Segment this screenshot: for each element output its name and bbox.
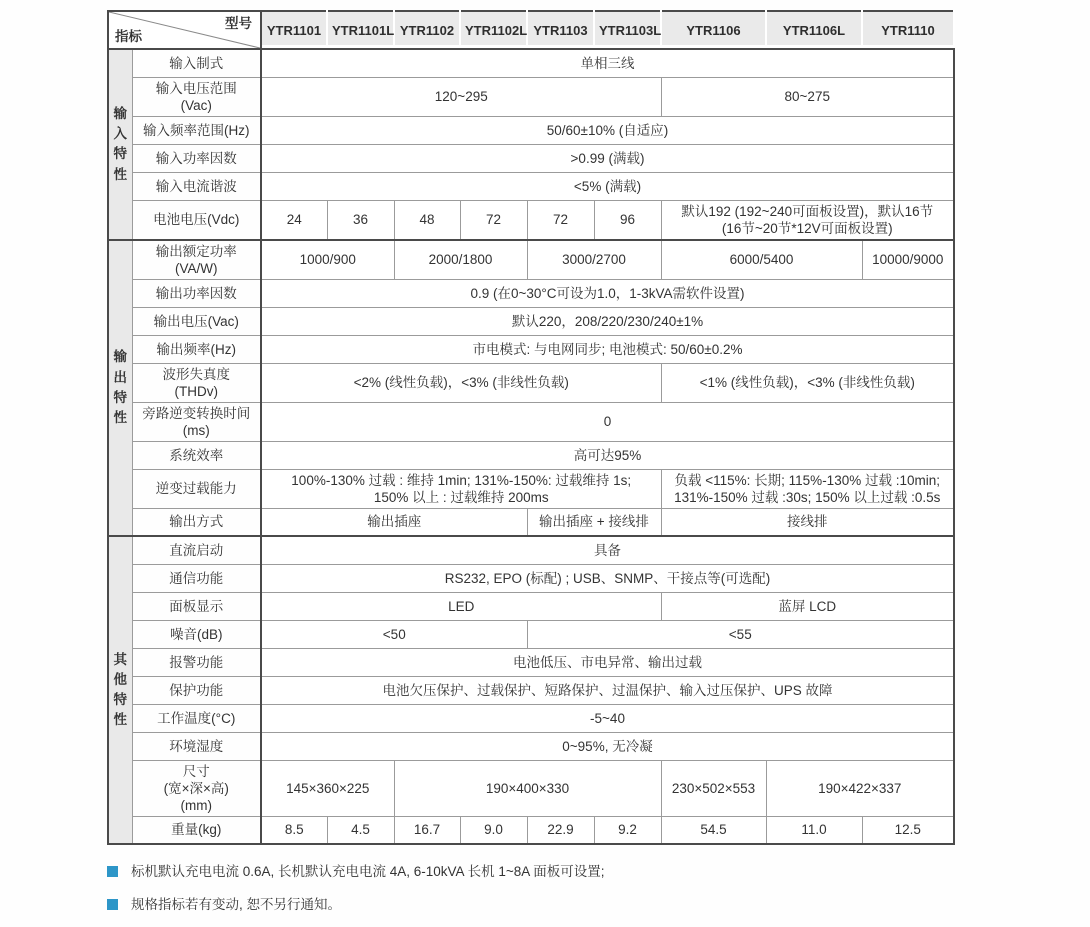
row-label-text: 噪音(dB): [169, 626, 223, 642]
cell-text: (16节~20节*12V可面板设置): [721, 220, 893, 236]
spec-cell: [394, 760, 661, 816]
cell-text: 16.7: [413, 822, 441, 838]
row-label-text: 工作温度(°C): [157, 710, 236, 726]
cell-text: 9.2: [618, 822, 637, 838]
spec-cell: [261, 732, 954, 760]
row-label-text: 输出频率(Hz): [156, 341, 236, 357]
model-header: YTR1110: [862, 11, 954, 49]
group-label-char: 其: [113, 651, 127, 667]
model-header: YTR1103: [527, 11, 594, 49]
row-label: [132, 592, 261, 620]
spec-cell: [261, 279, 954, 307]
row-label: [132, 172, 261, 200]
spec-cell: [261, 648, 954, 676]
row-label-text: (Vac): [180, 97, 212, 113]
cell-text: -5~40: [590, 710, 625, 726]
cell-text: 100%-130% 过载 : 维持 1min; 131%-150%: 过载维持 1s;: [291, 472, 632, 488]
group-label-char: 特: [113, 389, 127, 405]
spec-row: [108, 307, 954, 335]
spec-row: [108, 402, 954, 441]
cell-text: <1% (线性负载)，<3% (非线性负载): [699, 375, 915, 390]
row-label-text: 输入电压范围: [155, 80, 237, 96]
row-label: [132, 402, 261, 441]
cell-text: 36: [352, 212, 369, 227]
spec-cell: [261, 402, 954, 441]
spec-table: [107, 10, 955, 845]
group-label-char: 输: [113, 105, 127, 121]
spec-cell: [460, 200, 527, 240]
row-label-text: 输入频率范围(Hz): [143, 122, 250, 138]
spec-cell: [862, 240, 954, 280]
spec-cell: [394, 816, 460, 844]
spec-cell: [460, 816, 527, 844]
model-header: YTR1102L: [460, 11, 527, 49]
spec-cell: [261, 592, 661, 620]
cell-text: 0.9 (在0~30°C可设为1.0，1-3kVA需软件设置): [470, 285, 745, 301]
cell-text: 市电模式: 与电网同步; 电池模式: 50/60±0.2%: [472, 341, 743, 357]
cell-text: 2000/1800: [428, 252, 493, 267]
row-label-text: 输出功率因数: [155, 285, 237, 301]
cell-text: 50/60±10% (自适应): [546, 122, 669, 138]
spec-row: [108, 676, 954, 704]
bullet-square-icon: [107, 866, 118, 877]
cell-text: 输出插座: [367, 514, 422, 530]
spec-cell: [594, 200, 661, 240]
footnote-text: 规格指标若有变动, 恕不另行通知。: [131, 897, 342, 912]
row-label-text: 输入制式: [169, 55, 224, 71]
spec-cell: [527, 816, 594, 844]
group-label-char: 性: [113, 410, 127, 425]
cell-text: 230×502×553: [671, 780, 756, 796]
row-label: [132, 200, 261, 240]
spec-cell: [394, 240, 527, 280]
spec-cell: [661, 200, 954, 240]
spec-cell: [261, 240, 394, 280]
cell-text: 蓝屏 LCD: [778, 598, 837, 614]
spec-cell: [261, 508, 527, 536]
footnote-text: 标机默认充电电流 0.6A, 长机默认充电电流 4A, 6-10kVA 长机 1~8A 面板可设置;: [131, 864, 605, 879]
cell-text: 输出插座 + 接线排: [539, 514, 649, 530]
cell-text: 6000/5400: [729, 252, 794, 267]
spec-row: [108, 732, 954, 760]
cell-text: <55: [728, 626, 752, 642]
footnote-spec-change: [107, 895, 604, 914]
spec-row: [108, 620, 954, 648]
group-label-char: 特: [113, 692, 127, 707]
spec-cell: [766, 760, 954, 816]
row-label-text: 系统效率: [169, 447, 224, 463]
spec-cell: [527, 620, 954, 648]
corner-model-label: 型号: [225, 16, 252, 31]
spec-cell: [261, 77, 661, 116]
row-label: [132, 307, 261, 335]
cell-text: 接线排: [787, 514, 828, 530]
spec-row: [108, 760, 954, 816]
spec-cell: [261, 307, 954, 335]
spec-row: [108, 144, 954, 172]
cell-text: 高可达95%: [573, 447, 642, 463]
spec-cell: [327, 816, 394, 844]
group-label-char: 他: [113, 671, 127, 687]
row-label-text: 输出方式: [169, 514, 224, 530]
spec-cell: [261, 49, 954, 77]
cell-text: 1000/900: [299, 252, 356, 267]
group-label: [108, 49, 132, 240]
cell-text: 190×422×337: [818, 780, 902, 796]
row-label-text: 环境湿度: [169, 738, 224, 754]
row-label: [132, 116, 261, 144]
corner-cell: [108, 11, 261, 49]
cell-text: 24: [286, 212, 302, 227]
spec-cell: [661, 760, 766, 816]
row-label: [132, 648, 261, 676]
spec-cell: [862, 816, 954, 844]
cell-text: 48: [419, 212, 435, 227]
spec-row: [108, 704, 954, 732]
model-header: YTR1101L: [327, 11, 394, 49]
cell-text: 默认220，208/220/230/240±1%: [511, 313, 704, 329]
spec-row: [108, 816, 954, 844]
spec-cell: [261, 536, 954, 564]
row-label-text: 输出额定功率: [155, 243, 237, 259]
row-label: [132, 335, 261, 363]
cell-text: 3000/2700: [562, 252, 626, 267]
spec-cell: [261, 363, 661, 402]
spec-row: [108, 279, 954, 307]
spec-cell: [661, 77, 954, 116]
spec-cell: [261, 816, 327, 844]
group-label-char: 性: [113, 712, 127, 728]
spec-cell: [261, 469, 661, 508]
spec-cell: [527, 240, 661, 280]
cell-text: >0.99 (满载): [570, 150, 645, 166]
spec-row: [108, 648, 954, 676]
bullet-square-icon: [107, 899, 118, 910]
row-label: [132, 760, 261, 816]
cell-text: 72: [552, 212, 569, 227]
spec-cell: [661, 363, 954, 402]
cell-text: <2% (线性负载)，<3% (非线性负载): [353, 375, 569, 390]
spec-cell: [661, 592, 954, 620]
spec-cell: [261, 200, 327, 240]
corner-indicator-label: 指标: [115, 29, 142, 44]
row-label: [132, 441, 261, 469]
spec-row: [108, 240, 954, 280]
cell-text: 54.5: [700, 822, 727, 838]
footnote-charge-current: [107, 862, 604, 881]
spec-cell: [766, 816, 862, 844]
row-label-text: (ms): [182, 422, 210, 438]
spec-cell: [261, 441, 954, 469]
cell-text: 0~95%, 无冷凝: [562, 738, 653, 754]
cell-text: 电池欠压保护、过载保护、短路保护、过温保护、输入过压保护、UPS 故障: [382, 682, 833, 698]
row-label-text: 输出电压(Vac): [153, 313, 239, 329]
footnotes: [107, 862, 604, 927]
spec-row: [108, 172, 954, 200]
cell-text: 0: [603, 414, 612, 429]
row-label: [132, 536, 261, 564]
spec-cell: [661, 469, 954, 508]
cell-text: 120~295: [434, 89, 488, 104]
group-label-char: 入: [113, 126, 127, 141]
row-label-text: 面板显示: [169, 598, 224, 614]
row-label: [132, 144, 261, 172]
row-label: [132, 363, 261, 402]
row-label-text: 报警功能: [169, 654, 224, 670]
row-label: [132, 508, 261, 536]
spec-row: [108, 200, 954, 240]
cell-text: 80~275: [784, 89, 830, 104]
row-label-text: 旁路逆变转换时间: [142, 405, 251, 421]
row-label: [132, 469, 261, 508]
cell-text: 12.5: [894, 822, 921, 838]
cell-text: 96: [619, 212, 636, 227]
model-header: YTR1102: [394, 11, 460, 49]
row-label-text: (VA/W): [175, 260, 218, 276]
spec-row: [108, 441, 954, 469]
spec-cell: [661, 508, 954, 536]
model-header-row: [108, 11, 954, 49]
cell-text: 22.9: [547, 822, 574, 838]
spec-row: [108, 536, 954, 564]
cell-text: <5% (满载): [573, 178, 642, 194]
spec-cell: [594, 816, 661, 844]
row-label-text: 输入电流谐波: [155, 178, 237, 194]
spec-cell: [261, 144, 954, 172]
cell-text: 145×360×225: [286, 780, 370, 796]
spec-cell: [261, 620, 527, 648]
spec-cell: [261, 760, 394, 816]
row-label: [132, 620, 261, 648]
row-label-text: 尺寸: [182, 763, 210, 779]
cell-text: 72: [485, 212, 502, 227]
group-label-char: 输: [113, 349, 127, 365]
row-label-text: 通信功能: [169, 570, 224, 586]
spec-cell: [261, 564, 954, 592]
row-label-text: 逆变过载能力: [155, 481, 237, 496]
row-label-text: (宽×深×高): [163, 780, 229, 796]
model-header: YTR1106L: [766, 11, 862, 49]
spec-cell: [661, 816, 766, 844]
group-label: [108, 240, 132, 537]
cell-text: LED: [448, 598, 475, 614]
row-label-text: 波形失真度: [162, 366, 230, 382]
row-label-text: 直流启动: [169, 542, 224, 558]
cell-text: 9.0: [484, 822, 503, 838]
spec-cell: [261, 676, 954, 704]
spec-cell: [327, 200, 394, 240]
row-label-text: (THDv): [174, 383, 218, 399]
row-label-text: 输入功率因数: [155, 150, 237, 166]
cell-text: 8.5: [284, 822, 304, 838]
cell-text: 默认192 (192~240可面板设置)，默认16节: [681, 203, 934, 219]
spec-cell: [261, 116, 954, 144]
spec-row: [108, 363, 954, 402]
spec-cell: [394, 200, 460, 240]
row-label-text: (mm): [180, 797, 212, 813]
spec-row: [108, 77, 954, 116]
cell-text: 单相三线: [580, 55, 635, 71]
model-header: YTR1106: [661, 11, 766, 49]
row-label: [132, 77, 261, 116]
cell-text: 10000/9000: [872, 252, 944, 267]
row-label-text: 重量(kg): [171, 822, 222, 838]
cell-text: <50: [382, 626, 406, 642]
group-label-char: 出: [113, 369, 127, 385]
row-label: [132, 816, 261, 844]
cell-text: RS232, EPO (标配) ; USB、SNMP、干接点等(可选配): [444, 570, 771, 586]
spec-cell: [261, 172, 954, 200]
spec-row: [108, 49, 954, 77]
spec-cell: [261, 704, 954, 732]
group-label-char: 特: [113, 146, 127, 162]
row-label: [132, 564, 261, 592]
spec-row: [108, 592, 954, 620]
spec-row: [108, 469, 954, 508]
group-label-char: 性: [113, 166, 127, 182]
model-header: YTR1101: [261, 11, 327, 49]
cell-text: 131%-150% 过载 :30s; 150% 以上过载 :0.5s: [674, 489, 941, 505]
group-label: [108, 536, 132, 844]
row-label-text: 保护功能: [169, 682, 224, 698]
row-label: [132, 49, 261, 77]
spec-row: [108, 116, 954, 144]
cell-text: 负载 <115%: 长期; 115%-130% 过载 :10min;: [674, 472, 940, 488]
spec-row: [108, 335, 954, 363]
cell-text: 190×400×330: [485, 780, 570, 796]
spec-row: [108, 508, 954, 536]
spec-cell: [527, 508, 661, 536]
spec-cell: [527, 200, 594, 240]
spec-cell: [261, 335, 954, 363]
row-label: [132, 704, 261, 732]
row-label: [132, 279, 261, 307]
spec-row: [108, 564, 954, 592]
spec-cell: [661, 240, 862, 280]
row-label: [132, 732, 261, 760]
row-label: [132, 240, 261, 280]
cell-text: 4.5: [351, 822, 370, 838]
model-header: YTR1103L: [594, 11, 661, 49]
cell-text: 150% 以上 : 过载维持 200ms: [373, 489, 549, 505]
row-label-text: 电池电压(Vdc): [153, 212, 240, 227]
row-label: [132, 676, 261, 704]
cell-text: 具备: [594, 542, 621, 558]
cell-text: 电池低压、市电异常、输出过载: [513, 654, 702, 670]
cell-text: 11.0: [801, 822, 827, 838]
